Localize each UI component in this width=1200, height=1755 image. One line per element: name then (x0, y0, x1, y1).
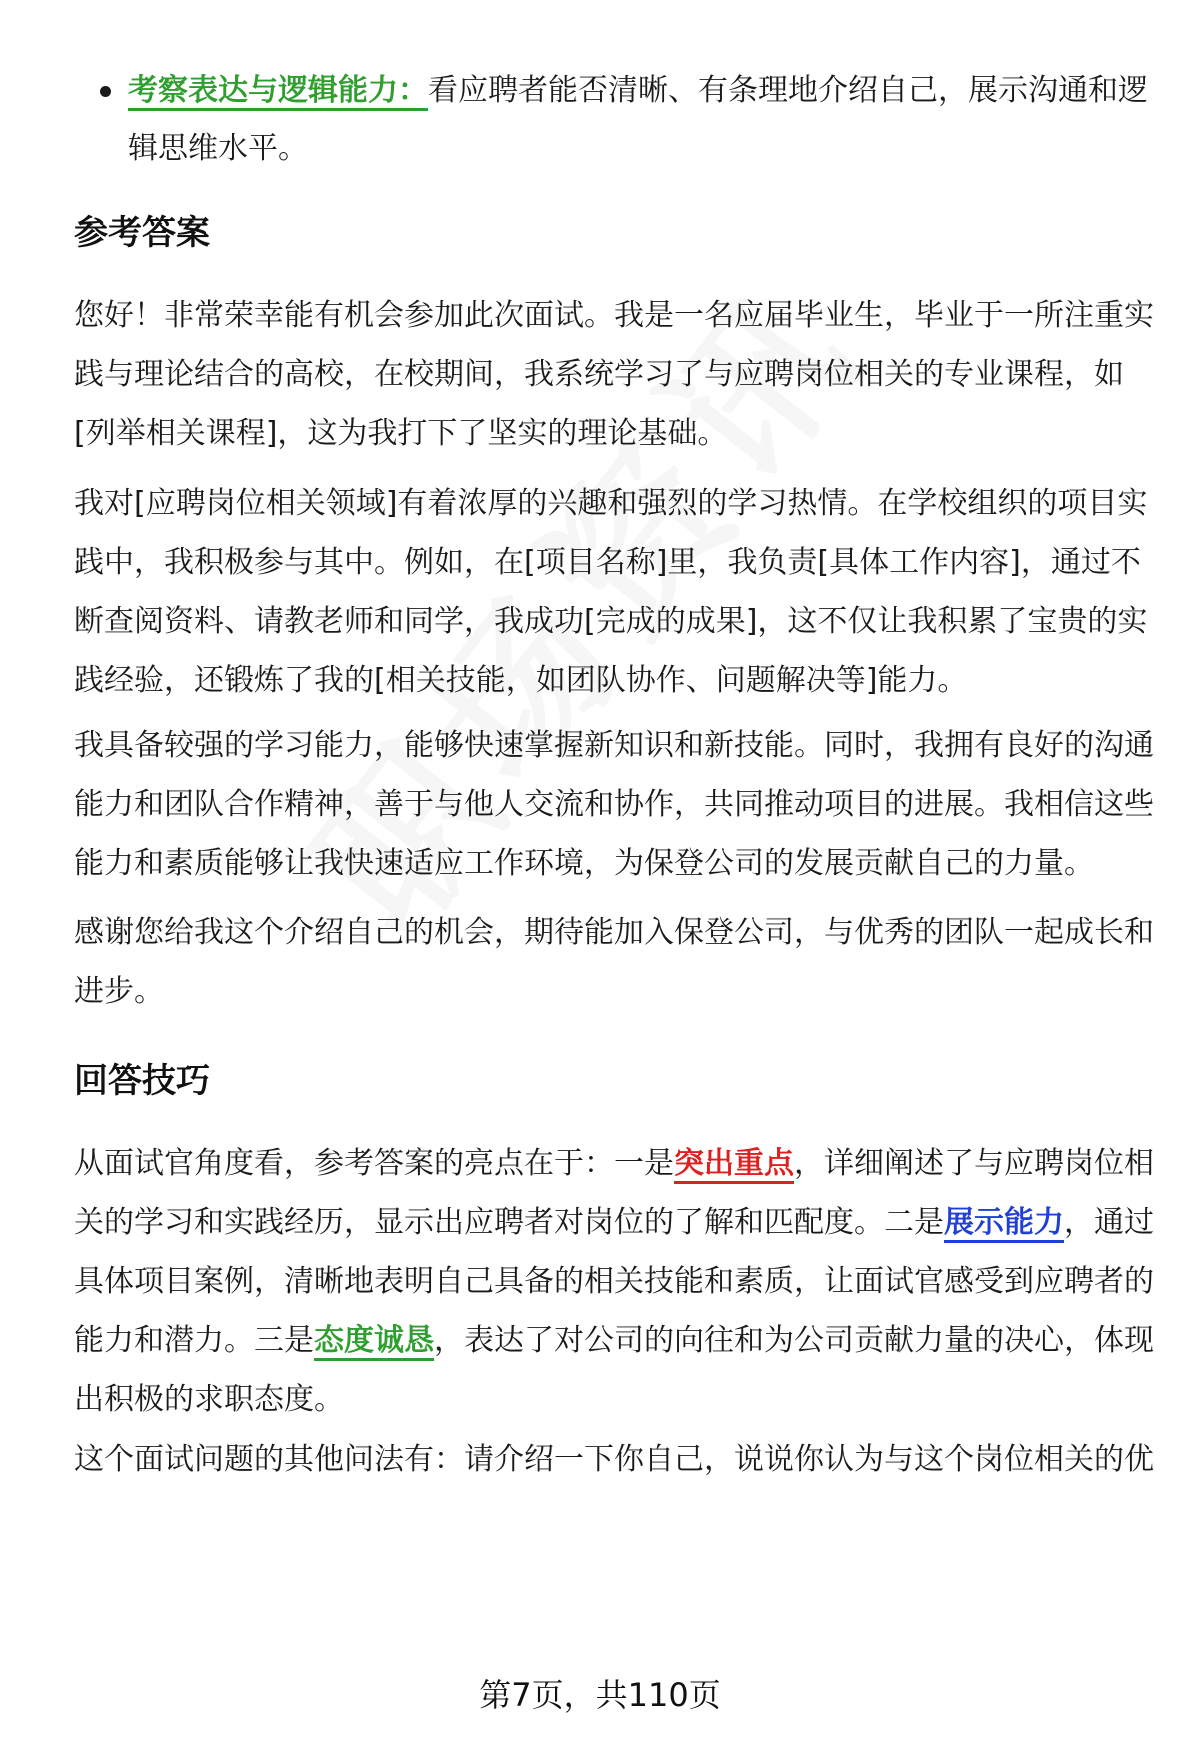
bullet-dot-icon (100, 86, 111, 97)
tips-text-3: ，通过具体项目案例，清晰地表明自己具备的相关技能和素质，让面试官感受到应聘者的能力和潜力。三是 (74, 1205, 1154, 1358)
bullet-text (128, 62, 1150, 178)
bullet-body: 看应聘者能否清晰、有条理地介绍自己，展示沟通和逻辑思维水平。 (128, 73, 1148, 166)
other-phrasing-paragraph: 这个面试问题的其他问法有：请介绍一下你自己，说说你认为与这个岗位相关的优 (74, 1442, 1154, 1477)
answer-paragraph-1: 您好！非常荣幸能有机会参加此次面试。我是一名应届毕业生，毕业于一所注重实践与理论结合的高校，在校期间，我系统学习了与应聘岗位相关的专业课程，如[列举相关课程]，这为我打下了坚实的理论基础。 (74, 298, 1154, 451)
bullet-keyword: 考察表达与逻辑能力： (128, 73, 428, 111)
answer-paragraph-2: 我对[应聘岗位相关领域]有着浓厚的兴趣和强烈的学习热情。在学校组织的项目实践中，我积极参与其中。例如，在[项目名称]里，我负责[具体工作内容]，通过不断查阅资料、请教老师和同学，我成功[完成的成果]，这不仅让我积累了宝贵的实践经验，还锻炼了我的[相关技能，如团队协作、问题解决等]能力。 (74, 486, 1148, 698)
section-heading-reference-answer: 参考答案 (74, 213, 210, 253)
answer-paragraph-3: 我具备较强的学习能力，能够快速掌握新知识和新技能。同时，我拥有良好的沟通能力和团队合作精神，善于与他人交流和协作，共同推动项目的进展。我相信这些能力和素质能够让我快速适应工作环境，为保登公司的发展贡献自己的力量。 (74, 728, 1154, 881)
section-heading-answer-tips: 回答技巧 (74, 1061, 210, 1101)
tips-text-4: ，表达了对公司的向往和为公司贡献力量的决心，体现出积极的求职态度。 (74, 1323, 1154, 1417)
tips-keyword-sincere-attitude: 态度诚恳 (314, 1323, 434, 1361)
tips-keyword-highlight-focus: 突出重点 (674, 1146, 794, 1184)
tips-text-1: 从面试官角度看，参考答案的亮点在于：一是 (74, 1146, 674, 1181)
bullet-list-item (100, 62, 1150, 178)
page-footer: 第7页，共110页 (479, 1676, 721, 1714)
answer-paragraph-4: 感谢您给我这个介绍自己的机会，期待能加入保登公司，与优秀的团队一起成长和进步。 (74, 915, 1154, 1009)
tips-paragraph (74, 1134, 1154, 1429)
tips-text-2: ，详细阐述了与应聘岗位相关的学习和实践经历，显示出应聘者对岗位的了解和匹配度。二是 (74, 1146, 1154, 1240)
tips-keyword-show-ability: 展示能力 (944, 1205, 1064, 1243)
